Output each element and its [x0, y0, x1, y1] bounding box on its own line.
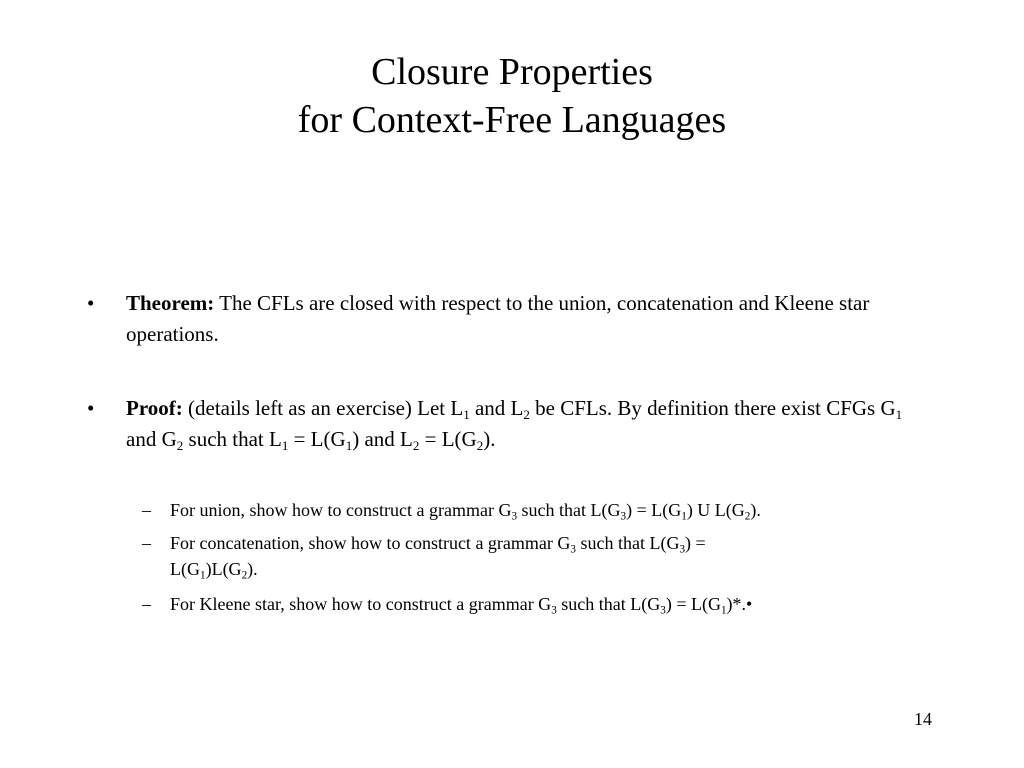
title-line-2: for Context-Free Languages — [297, 99, 727, 141]
subscript: 1 — [463, 406, 470, 422]
concatenation-text: ). — [247, 559, 258, 579]
subscript: 3 — [511, 510, 518, 523]
proof-text: ). — [483, 427, 496, 451]
subscript: 1 — [200, 569, 206, 582]
kleene-text: ) = L(G — [665, 594, 721, 614]
union-subbullet — [142, 497, 930, 523]
subscript: 3 — [551, 604, 557, 617]
proof-text: and G — [126, 427, 177, 451]
subscript: 2 — [241, 569, 248, 582]
union-text: such that L(G — [517, 500, 621, 520]
kleene-subbullet — [142, 591, 930, 617]
subscript: 2 — [744, 510, 751, 523]
union-text: ) U L(G — [686, 500, 745, 520]
proof-text: (details left as an exercise) Let L — [182, 396, 464, 420]
title-line-1: Closure Properties — [371, 51, 653, 93]
subscript: 1 — [681, 510, 687, 523]
proof-text: = L(G — [419, 427, 477, 451]
proof-text: and L — [469, 396, 524, 420]
union-text: ). — [750, 500, 761, 520]
bullet-marker: • — [87, 291, 95, 315]
subscript: 1 — [895, 406, 903, 422]
subscript: 3 — [679, 543, 686, 556]
subscript: 3 — [620, 510, 627, 523]
dash-marker: – — [142, 533, 151, 553]
theorem-label: Theorem: — [126, 291, 215, 315]
subscript: 3 — [660, 604, 666, 617]
subscript: 1 — [281, 437, 289, 453]
subscript: 2 — [476, 437, 484, 453]
kleene-text: such that L(G — [556, 594, 661, 614]
slide-title — [0, 48, 1024, 144]
subscript: 2 — [523, 406, 530, 422]
subscript: 3 — [570, 543, 576, 556]
kleene-text: For Kleene star, show how to construct a grammar G — [170, 594, 552, 614]
proof-text: ) and L — [352, 427, 413, 451]
kleene-text: )*.• — [726, 594, 753, 614]
union-text: For union, show how to construct a grammar G — [170, 500, 512, 520]
subscript: 1 — [720, 604, 727, 617]
concatenation-text: ) = — [685, 533, 706, 553]
concatenation-text: such that L(G — [575, 533, 680, 553]
subscript: 2 — [176, 437, 184, 453]
subscript: 1 — [345, 437, 353, 453]
concatenation-text: L(G — [170, 559, 200, 579]
proof-label: Proof: — [126, 396, 183, 420]
page-number: 14 — [914, 709, 932, 729]
concatenation-subbullet — [142, 530, 930, 582]
subscript: 2 — [412, 437, 420, 453]
proof-text: = L(G — [288, 427, 346, 451]
concatenation-text: )L(G — [205, 559, 242, 579]
theorem-text: The CFLs are closed with respect to the union, concatenation and Kleene star operations. — [126, 291, 870, 346]
dash-marker: – — [142, 500, 151, 520]
proof-text: such that L — [183, 427, 282, 451]
concatenation-text: For concatenation, show how to construct a grammar G — [170, 533, 571, 553]
union-text: ) = L(G — [626, 500, 682, 520]
proof-text: be CFLs. By definition there exist CFGs G — [529, 396, 896, 420]
bullet-marker: • — [87, 396, 95, 420]
theorem-bullet — [87, 288, 926, 350]
dash-marker: – — [142, 594, 151, 614]
proof-bullet — [87, 393, 926, 455]
